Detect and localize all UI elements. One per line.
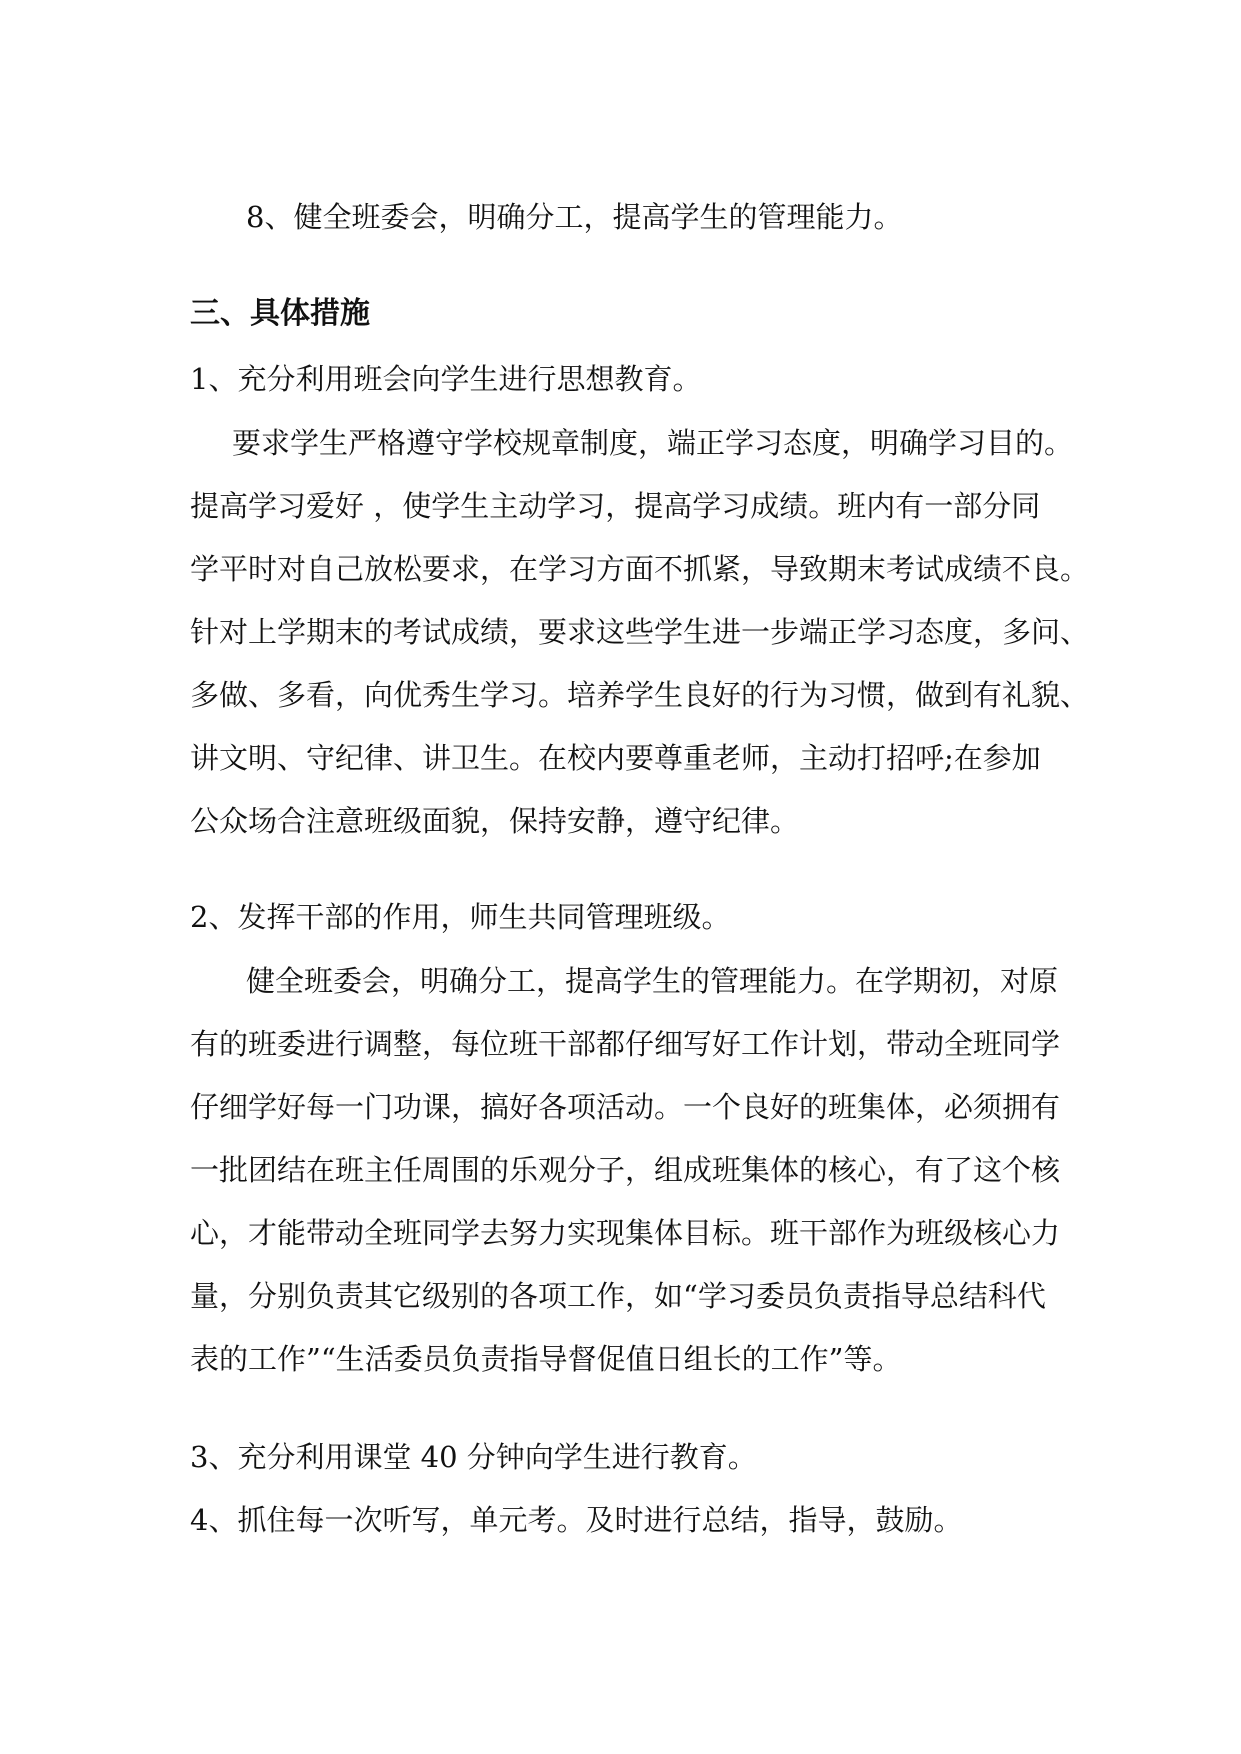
paragraph-line: 要求学生严格遵守学校规章制度，端正学习态度，明确学习目的。 (232, 426, 1074, 460)
paragraph-line: 多做、多看，向优秀生学习。培养学生良好的行为习惯，做到有礼貌、 (190, 678, 1090, 712)
list-item-8: 8、健全班委会，明确分工，提高学生的管理能力。 (246, 200, 903, 234)
paragraph-line: 表的工作”“生活委员负责指导督促值日组长的工作”等。 (190, 1342, 902, 1376)
paragraph-line: 学平时对自己放松要求，在学习方面不抓紧，导致期末考试成绩不良。 (190, 552, 1090, 586)
measure-4-title: 4、抓住每一次听写，单元考。及时进行总结，指导，鼓励。 (190, 1503, 963, 1537)
paragraph-line: 提高学习爱好 ，使学生主动学习，提高学习成绩。班内有一部分同 (190, 489, 1041, 523)
paragraph-line: 量，分别负责其它级别的各项工作，如“学习委员负责指导总结科代 (190, 1279, 1046, 1313)
paragraph-line: 针对上学期末的考试成绩，要求这些学生进一步端正学习态度，多问、 (190, 615, 1090, 649)
paragraph-line: 健全班委会，明确分工，提高学生的管理能力。在学期初，对原 (246, 964, 1059, 998)
paragraph-line: 有的班委进行调整，每位班干部都仔细写好工作计划，带动全班同学 (190, 1027, 1061, 1061)
measure-1-title: 1、充分利用班会向学生进行思想教育。 (190, 362, 702, 396)
paragraph-line: 公众场合注意班级面貌，保持安静，遵守纪律。 (190, 804, 800, 838)
paragraph-line: 一批团结在班主任周围的乐观分子，组成班集体的核心，有了这个核 (190, 1153, 1061, 1187)
measure-2-title: 2、发挥干部的作用，师生共同管理班级。 (190, 900, 731, 934)
paragraph-line: 心，才能带动全班同学去努力实现集体目标。班干部作为班级核心力 (190, 1216, 1061, 1250)
measure-3-title: 3、充分利用课堂 40 分钟向学生进行教育。 (190, 1440, 757, 1474)
paragraph-line: 仔细学好每一门功课，搞好各项活动。一个良好的班集体，必须拥有 (190, 1090, 1061, 1124)
paragraph-line: 讲文明、守纪律、讲卫生。在校内要尊重老师，主动打招呼;在参加 (190, 741, 1041, 775)
section-heading: 三、具体措施 (190, 296, 370, 331)
